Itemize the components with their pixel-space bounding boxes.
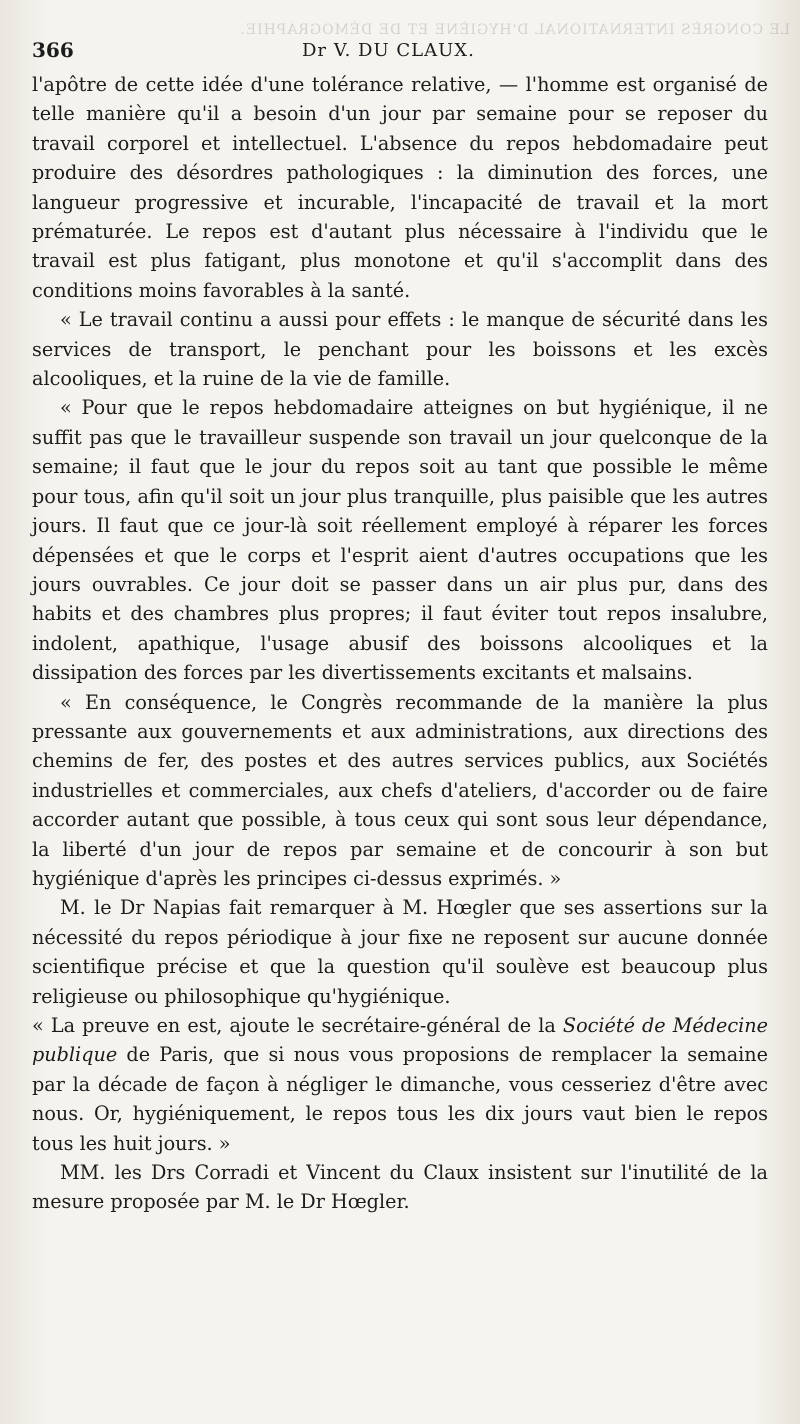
quote-paragraph xyxy=(32,1011,768,1158)
paragraph: M. le Dr Napias fait remarquer à M. Hœgler que ses assertions sur la nécessité du repos périodique à jour fixe ne reposent sur aucune donnée scientifique précise et que la question qu'il soulève est beaucoup plus religieuse ou philosophique qu'hygiénique. xyxy=(32,896,768,1008)
quote-text: de Paris, que si nous vous proposions de remplacer la semaine par la décade de façon à négliger le dimanche, vous cesseriez d'être avec nous. Or, hygiéniquement, le repos tous les dix jours vaut bien le repos tous les huit jours. » xyxy=(32,1043,768,1155)
paragraph: MM. les Drs Corradi et Vincent du Claux insistent sur l'inutilité de la mesure proposée par M. le Dr Hœgler. xyxy=(32,1161,768,1214)
page-number: 366 xyxy=(32,38,74,62)
paragraph: l'apôtre de cette idée d'une tolérance relative, — l'homme est organisé de telle manière qu'il a besoin d'un jour par semaine pour se reposer du travail corporel et intellectuel. L'absence du repos hebdomadaire peut produire des désordres pathologiques : la diminution des forces, une langueur progressive et incurable, l'incapacité de travail et la mort prématurée. Le repos est d'autant plus nécessaire à l'individu que le travail est plus fatigant, plus monotone et qu'il s'accomplit dans des conditions moins favorables à la santé. xyxy=(32,73,768,302)
body-text xyxy=(32,70,768,1217)
running-head: Dr V. DU CLAUX. xyxy=(302,40,475,61)
bleed-through-text: LE CONGRÈS INTERNATIONAL D'HYGIÈNE ET DE DÉMOGRAPHIE. xyxy=(239,22,790,38)
page-header xyxy=(32,38,760,68)
paragraph: « Pour que le repos hebdomadaire atteignes on but hygiénique, il ne suffit pas que le travailleur suspende son travail un jour quelconque de la semaine; il faut que le jour du repos soit au tant que possible le même pour tous, afin qu'il soit un jour plus tranquille, plus paisible que les autres jours. Il faut que ce jour-là soit réellement employé à réparer les forces dépensées et que le corps et l'esprit aient d'autres occupations que les jours ouvrables. Ce jour doit se passer dans un air plus pur, dans des habits et des chambres plus propres; il faut éviter tout repos insalubre, indolent, apathique, l'usage abusif des boissons alcooliques et la dissipation des forces par les divertissements excitants et malsains. xyxy=(32,396,768,685)
quote-text: « La preuve en est, ajoute le secrétaire-général de la xyxy=(32,1014,563,1037)
paragraph: « En conséquence, le Congrès recommande de la manière la plus pressante aux gouvernements et aux administrations, aux directions des chemins de fer, des postes et des autres services publics, aux Sociétés industrielles et commerciales, aux chefs d'ateliers, d'accorder ou de faire accorder autant que possible, à tous ceux qui sont sous leur dépendance, la liberté d'un jour de repos par semaine et de concourir à son but hygiénique d'après les principes ci-dessus exprimés. » xyxy=(32,690,768,890)
society-name: Société de Médecine publique xyxy=(32,1014,768,1067)
paragraph: « Le travail continu a aussi pour effets : le manque de sécurité dans les services de transport, le penchant pour les boissons et les excès alcooliques, et la ruine de la vie de famille. xyxy=(32,308,768,391)
